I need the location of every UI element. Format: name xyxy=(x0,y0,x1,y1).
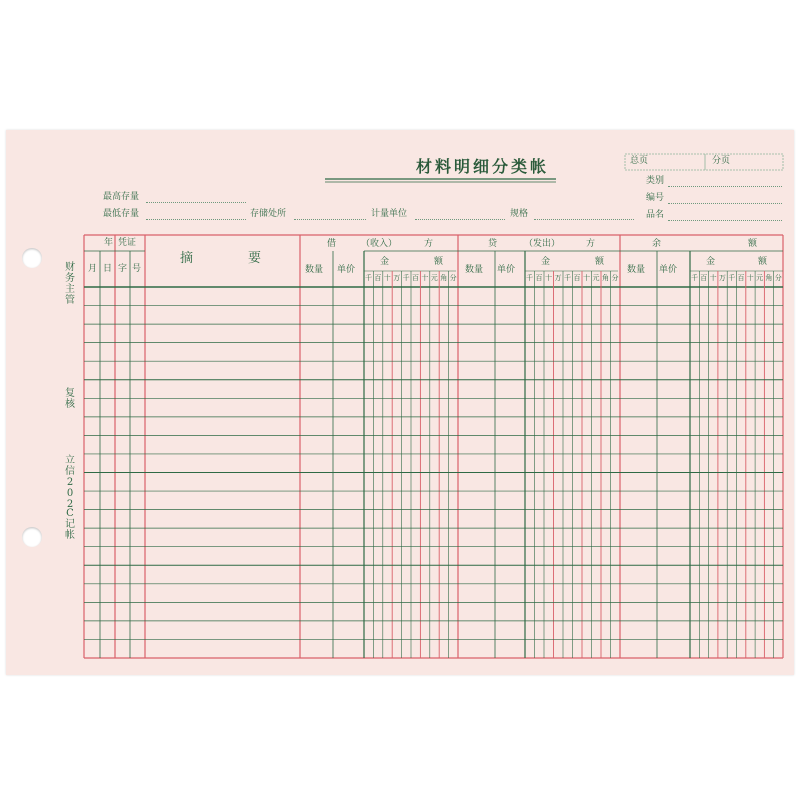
digit-label: 分 xyxy=(449,274,457,282)
header-summary-1: 摘 xyxy=(180,251,194,266)
digit-label: 千 xyxy=(402,274,410,282)
digit-label: 角 xyxy=(440,274,448,282)
header-balance-amount-2: 额 xyxy=(758,257,768,267)
digit-label: 百 xyxy=(412,274,419,282)
side-ledger: C记帐 xyxy=(65,508,75,541)
digit-label: 百 xyxy=(737,274,745,282)
digit-label: 万 xyxy=(718,274,726,282)
header-debit-amount-2: 额 xyxy=(434,257,444,267)
header-credit-fang: 方 xyxy=(586,239,596,249)
min-stock-label: 最低存量 xyxy=(103,209,140,219)
header-credit-price: 单价 xyxy=(497,265,516,275)
header-year: 年 xyxy=(104,238,114,248)
header-zi: 字 xyxy=(118,264,128,274)
header-credit-qty: 数量 xyxy=(465,265,484,275)
digit-label: 千 xyxy=(564,274,571,282)
spec-label: 规格 xyxy=(510,209,529,219)
digit-label: 千 xyxy=(691,274,698,282)
digit-label: 百 xyxy=(535,274,543,282)
digit-label: 十 xyxy=(545,274,552,282)
header-balance-1: 余 xyxy=(652,239,662,249)
digit-label: 分 xyxy=(774,274,782,282)
header-summary-2: 要 xyxy=(248,251,262,266)
digit-label: 十 xyxy=(383,274,391,282)
max-stock-label: 最高存量 xyxy=(103,192,140,202)
header-balance-amount-1: 金 xyxy=(706,257,716,267)
number-label: 编号 xyxy=(646,193,665,203)
sub-page-label: 分页 xyxy=(712,156,731,166)
header-balance-2: 额 xyxy=(748,239,758,249)
header-voucher: 凭证 xyxy=(118,238,137,248)
category-label: 类别 xyxy=(646,176,665,186)
general-page-label: 总页 xyxy=(630,156,649,166)
digit-label: 千 xyxy=(365,274,372,282)
digit-label: 千 xyxy=(526,274,533,282)
header-debit-amount-1: 金 xyxy=(380,257,390,267)
side-form-no: 立信202 xyxy=(65,455,75,510)
digit-label: 十 xyxy=(746,274,754,282)
digit-label: 角 xyxy=(602,274,609,282)
digit-label: 万 xyxy=(393,274,401,282)
header-credit-note: （发出） xyxy=(524,239,561,249)
digit-label: 百 xyxy=(374,274,382,282)
digit-label: 十 xyxy=(583,274,590,282)
digit-label: 分 xyxy=(611,274,619,282)
digit-label: 十 xyxy=(421,274,429,282)
digit-label: 百 xyxy=(573,274,581,282)
digit-label: 百 xyxy=(700,274,708,282)
header-debit-fang: 方 xyxy=(424,239,434,249)
storage-label: 存储处所 xyxy=(250,209,287,219)
header-debit-price: 单价 xyxy=(337,265,356,275)
header-debit: 借 xyxy=(327,239,337,249)
unit-label: 计量单位 xyxy=(371,209,408,219)
header-day: 日 xyxy=(103,264,113,274)
side-finance: 财务主管 xyxy=(65,262,75,306)
header-debit-qty: 数量 xyxy=(305,265,324,275)
header-balance-price: 单价 xyxy=(659,265,678,275)
header-credit: 贷 xyxy=(488,239,498,249)
name-label: 品名 xyxy=(646,210,665,220)
header-credit-amount-2: 额 xyxy=(595,257,605,267)
header-debit-note: （收入） xyxy=(361,239,398,249)
header-month: 月 xyxy=(88,264,98,274)
digit-label: 元 xyxy=(430,274,438,282)
digit-label: 万 xyxy=(554,274,562,282)
digit-label: 千 xyxy=(728,274,736,282)
header-credit-amount-1: 金 xyxy=(541,257,551,267)
digit-label: 元 xyxy=(756,274,764,282)
header-balance-qty: 数量 xyxy=(627,265,646,275)
ledger-title: 材料明细分类帐 xyxy=(416,157,550,176)
side-review: 复核 xyxy=(65,388,75,410)
digit-label: 角 xyxy=(765,274,773,282)
header-hao: 号 xyxy=(132,264,142,274)
digit-label: 十 xyxy=(709,274,717,282)
digit-label: 元 xyxy=(592,274,600,282)
